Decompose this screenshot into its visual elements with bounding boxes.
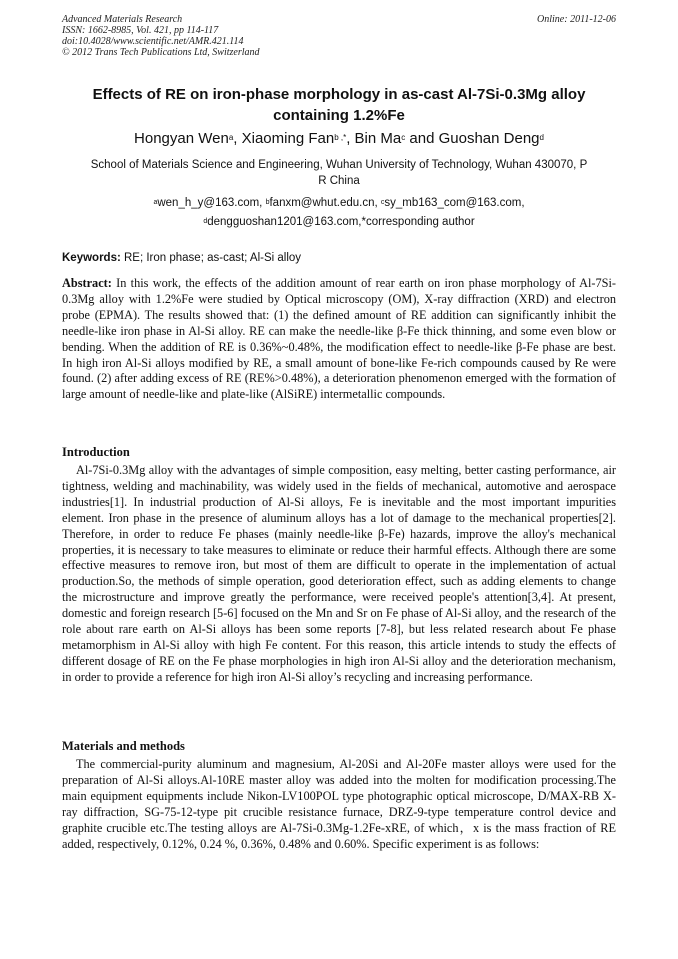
email-marker: d [203, 218, 208, 225]
author-marker: b ,* [334, 133, 347, 142]
author-separator: and [405, 130, 439, 147]
email-link[interactable]: sy_mb163_com@163.com, [384, 197, 525, 209]
affiliation [62, 157, 616, 189]
journal-header [62, 14, 616, 58]
methods-paragraph: The commercial-purity aluminum and magnesium, Al-20Si and Al-20Fe master alloys were used for the preparation of Al-Si alloys.Al-10RE master alloy was added into the molten for modification processing.The main equipment equipments include Nikon-LV100POL type photographic optical microscope, D/MAX-RB X-ray diffraction, SG-75-12-type pit crucible resistance furnace, DRZ-9-type temperature control device and graphite crucible etc.The testing alloys are Al-7Si-0.3Mg-1.2Fe-xRE, of which，x is the mass fraction of RE added, respectively, 0.12%, 0.24 %, 0.36%, 0.48% and 0.60%. Specific experiment is as follows: [62, 757, 616, 851]
author-separator: , [233, 130, 242, 147]
copyright-line: © 2012 Trans Tech Publications Ltd, Switzerland [62, 47, 260, 58]
author-marker: c [401, 133, 406, 142]
abstract [62, 276, 616, 403]
title-line-1: Effects of RE on iron-phase morphology in as-cast Al-7Si-0.3Mg alloy [92, 86, 586, 103]
affiliation-line-2: R China [318, 175, 360, 187]
abstract-text: In this work, the effects of the addition amount of rear earth on iron phase morphology of Al-7Si-0.3Mg alloy with 1.2%Fe were studied by Optical microscopy (OM), X-ray diffraction (XRD) and electron probe (EPMA). The results showed that: (1) the defined amount of RE addition can significantly inhibit the needle-like iron phase in Al-Si alloy. RE can make the needle-like β-Fe thick thinning, and some even blow or bending. When the addition of RE is 0.36%~0.48%, the modification effect to needle-like β-Fe phase are best. In high iron Al-Si alloys modified by RE, a small amount of bone-like Fe-rich compounds caused by Re were found. (2) after adding excess of RE (RE%>0.48%), a deterioration phenomenon emerged with the formation of large amount of needle-like and plate-like (AlSiRE) intermetallic compounds. [62, 276, 616, 402]
email-link[interactable]: dengguoshan1201@163.com,*corresponding author [207, 216, 475, 228]
email-marker: c [380, 199, 385, 206]
keywords-text: RE; Iron phase; as-cast; Al-Si alloy [120, 252, 302, 264]
email-marker: b [265, 199, 270, 206]
keywords [62, 251, 616, 266]
title-line-2: containing 1.2%Fe [273, 107, 405, 124]
methods-heading: Materials and methods [62, 739, 185, 753]
paper-title [40, 84, 638, 126]
author-list [40, 129, 638, 149]
author-marker: a [228, 133, 234, 142]
email-line-2 [62, 213, 616, 232]
email-link[interactable]: wen_h_y@163.com, [157, 197, 266, 209]
author-name: Bin Ma [354, 130, 402, 147]
author-name: Xiaoming Fan [241, 130, 335, 147]
introduction-paragraph: Al-7Si-0.3Mg alloy with the advantages of simple composition, easy melting, better casting performance, air tightness, welding and machinability, was widely used in the fields of mechanical, automotive and aerospace industries[1]. In industrial production of Al-Si alloys, Fe is inevitable and the most important impurities element. Iron phase in the presence of aluminum alloys has a lot of damage to the mechanical properties[2]. Therefore, in order to reduce Fe phases (mainly needle-like β-Fe) hazards, improve the alloy's mechanical properties, it is necessary to take measures to eliminate or reduce their harmful effects. Although there are some effective measures to remove iron, but most of them are difficult to operate in the implementation of actual production.So, the methods of simple operation, good deterioration effect, such as adding elements to change the microstructure and improve greatly the performance, were received people's attention[3,4]. At present, domestic and foreign research [5-6] focused on the Mn and Sr on Fe phase of Al-Si alloy, and the research of the role about rare earth on Al-Si alloys has been some reports [7-8], but less related research about Fe phase metamorphism in Al-Si alloy with high Fe content. For this reason, this article intends to study the effects of different dosage of RE on the Fe phase morphologies in high iron Al-Si alloy and the deterioration mechanism, in order to provide a reference for high iron Al-Si alloy’s recycling and increasing performance. [62, 463, 616, 684]
affiliation-line-1: School of Materials Science and Engineering, Wuhan University of Technology, Wuhan 430070, P [90, 159, 588, 171]
online-date: Online: 2011-12-06 [537, 14, 616, 25]
doi-line: doi:10.4028/www.scientific.net/AMR.421.114 [62, 36, 244, 47]
author-separator: , [346, 130, 355, 147]
journal-name: Advanced Materials Research [62, 14, 183, 25]
author-name: Guoshan Deng [438, 130, 540, 147]
issn-line: ISSN: 1662-8985, Vol. 421, pp 114-117 [62, 25, 219, 36]
email-link[interactable]: fanxm@whut.edu.cn, [269, 197, 381, 209]
email-marker: a [153, 199, 158, 206]
abstract-label: Abstract: [62, 276, 112, 290]
author-marker: d [539, 133, 544, 142]
author-name: Hongyan Wen [134, 130, 229, 147]
email-line-1 [62, 194, 616, 213]
keywords-label: Keywords: [62, 252, 121, 264]
author-emails [62, 194, 616, 232]
introduction-heading: Introduction [62, 445, 130, 459]
